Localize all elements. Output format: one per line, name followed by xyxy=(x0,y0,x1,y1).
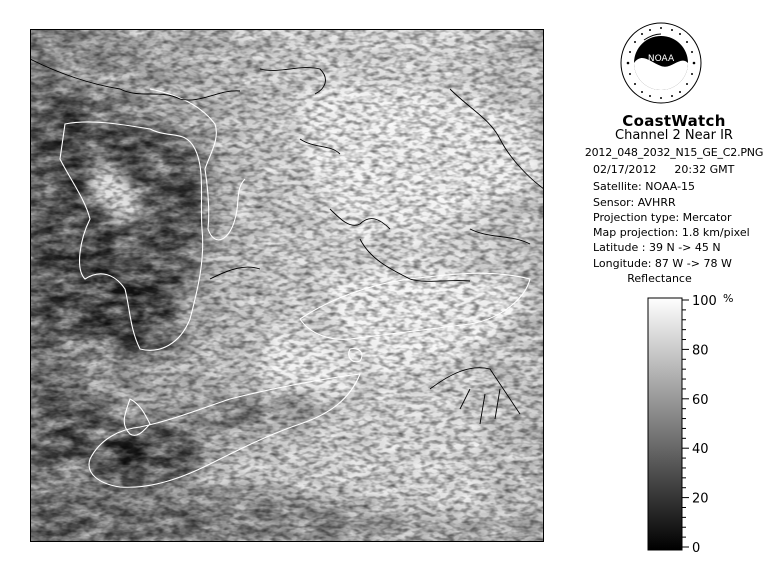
colorbar-tick-label: 80 xyxy=(692,343,709,359)
colorbar-gradient xyxy=(648,298,682,550)
colorbar-tick-label: 40 xyxy=(692,442,709,458)
latitude-label: Latitude : 39 N -> 45 N xyxy=(593,241,721,254)
map-projection-label: Map projection: 1.8 km/pixel xyxy=(593,226,750,239)
filename-label: 2012_048_2032_N15_GE_C2.PNG xyxy=(584,146,764,159)
satellite-image xyxy=(30,29,544,542)
longitude-label: Longitude: 87 W -> 78 W xyxy=(593,257,732,270)
colorbar-unit: % xyxy=(723,292,734,305)
acquisition-time: 20:32 GMT xyxy=(674,163,735,176)
colorbar xyxy=(640,290,740,552)
colorbar-title: Reflectance xyxy=(627,272,692,285)
acquisition-datetime xyxy=(593,163,734,176)
satellite-image-svg xyxy=(30,29,544,542)
channel-label: Channel 2 Near IR xyxy=(615,128,733,143)
colorbar-tick-label: 60 xyxy=(692,392,709,408)
noaa-logo xyxy=(620,22,702,104)
colorbar-ticks xyxy=(682,294,717,552)
sensor-label: Sensor: AVHRR xyxy=(593,196,676,209)
acquisition-date: 02/17/2012 xyxy=(593,163,657,176)
colorbar-tick-label: 20 xyxy=(692,491,709,507)
colorbar-tick-label: 0 xyxy=(692,541,701,552)
satellite-label: Satellite: NOAA-15 xyxy=(593,180,696,193)
noaa-logo-svg xyxy=(620,22,702,104)
colorbar-tick-label: 100 xyxy=(692,294,717,309)
logo-noaa-text: NOAA xyxy=(647,54,675,64)
brand-title: CoastWatch xyxy=(622,112,726,130)
projection-type-label: Projection type: Mercator xyxy=(593,211,732,224)
